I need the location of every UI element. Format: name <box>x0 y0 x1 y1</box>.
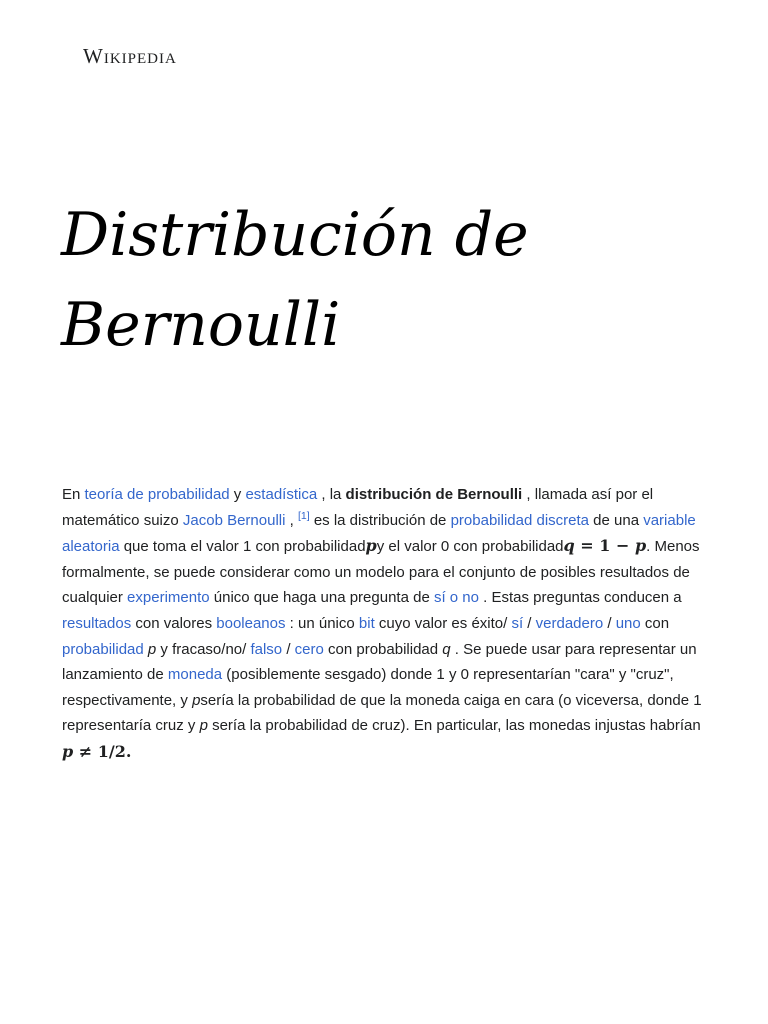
link-estadistica[interactable]: estadística <box>245 486 318 503</box>
math-operator: ≠ 1/2. <box>73 741 132 761</box>
text-segment: de una <box>589 511 644 529</box>
link-probabilidad-discreta[interactable]: probabilidad discreta <box>450 511 589 529</box>
text-segment: . Menos formalmente, se puede considerar como un modelo para el conjunto de posibles resultados de cualquier <box>62 538 700 607</box>
text-segment: , la <box>317 486 346 503</box>
wikipedia-wordmark[interactable]: Wikipedia <box>83 44 177 68</box>
math-variable: p <box>634 536 647 556</box>
bold-term: distribución de Bernoulli <box>345 486 523 503</box>
link-probabilidad[interactable]: probabilidad <box>62 640 144 658</box>
link-uno[interactable]: uno <box>615 614 641 632</box>
text-segment: , llamada así por el matemático suizo <box>62 486 654 529</box>
math-formula-p: p <box>365 536 377 556</box>
link-si[interactable]: sí <box>511 614 524 632</box>
link-teoria-de-probabilidad[interactable]: teoría de probabilidad <box>84 486 230 503</box>
link-booleanos[interactable]: booleanos <box>216 614 286 632</box>
text-segment: único que haga una pregunta de <box>209 589 434 607</box>
italic-variable-q: q <box>442 640 451 658</box>
text-segment: , <box>285 511 298 529</box>
link-experimento[interactable]: experimento <box>127 589 210 607</box>
text-segment: . Estas preguntas conducen a <box>478 589 682 607</box>
article-paragraph <box>62 482 710 766</box>
text-segment: En <box>62 486 85 503</box>
math-formula-q-equals <box>564 536 647 555</box>
text-segment: : un único <box>285 614 359 632</box>
italic-variable-p: p <box>147 640 157 658</box>
text-segment: cuyo valor es éxito/ <box>374 614 512 632</box>
math-formula-p-not-equal-half <box>62 742 131 761</box>
italic-variable-p: p <box>199 717 208 735</box>
link-si-o-no[interactable]: sí o no <box>433 589 479 607</box>
text-segment: y <box>229 486 246 503</box>
reference-link-1[interactable]: [1] <box>297 509 310 522</box>
link-variable-aleatoria[interactable]: variable aleatoria <box>62 511 696 556</box>
text-segment: con <box>640 614 670 632</box>
text-segment: que toma el valor 1 con probabilidad <box>119 538 366 556</box>
link-resultados[interactable]: resultados <box>62 614 132 632</box>
italic-variable-p: p <box>192 691 201 709</box>
text-segment: / <box>523 614 536 632</box>
text-segment: / <box>282 640 295 658</box>
link-bit[interactable]: bit <box>358 614 375 632</box>
link-verdadero[interactable]: verdadero <box>535 614 604 632</box>
text-segment: con valores <box>131 614 217 632</box>
text-segment: sería la probabilidad de que la moneda caiga en cara (o viceversa, donde 1 representaría cruz y <box>62 691 702 735</box>
text-segment: / <box>603 614 616 632</box>
link-falso[interactable]: falso <box>250 640 283 658</box>
math-variable: q <box>563 536 575 556</box>
text-segment: . Se puede usar para representar un lanzamiento de <box>62 640 697 684</box>
text-segment: y fracaso/no/ <box>156 640 251 658</box>
link-moneda[interactable]: moneda <box>167 666 223 684</box>
page-title: Distribución de Bernoulli <box>61 200 529 360</box>
link-cero[interactable]: cero <box>294 640 324 658</box>
math-operator: = 1 − <box>574 536 635 556</box>
text-segment: y el valor 0 con probabilidad <box>376 538 564 556</box>
link-jacob-bernoulli[interactable]: Jacob Bernoulli <box>182 511 286 529</box>
math-variable: p <box>62 741 74 761</box>
text-segment: es la distribución de <box>309 511 451 529</box>
text-segment: (posiblemente sesgado) donde 1 y 0 representarían "cara" y "cruz", respectivamente, y <box>62 666 674 709</box>
text-segment: con probabilidad <box>323 640 443 658</box>
text-segment: sería la probabilidad de cruz). En particular, las monedas injustas habrían <box>207 717 701 735</box>
